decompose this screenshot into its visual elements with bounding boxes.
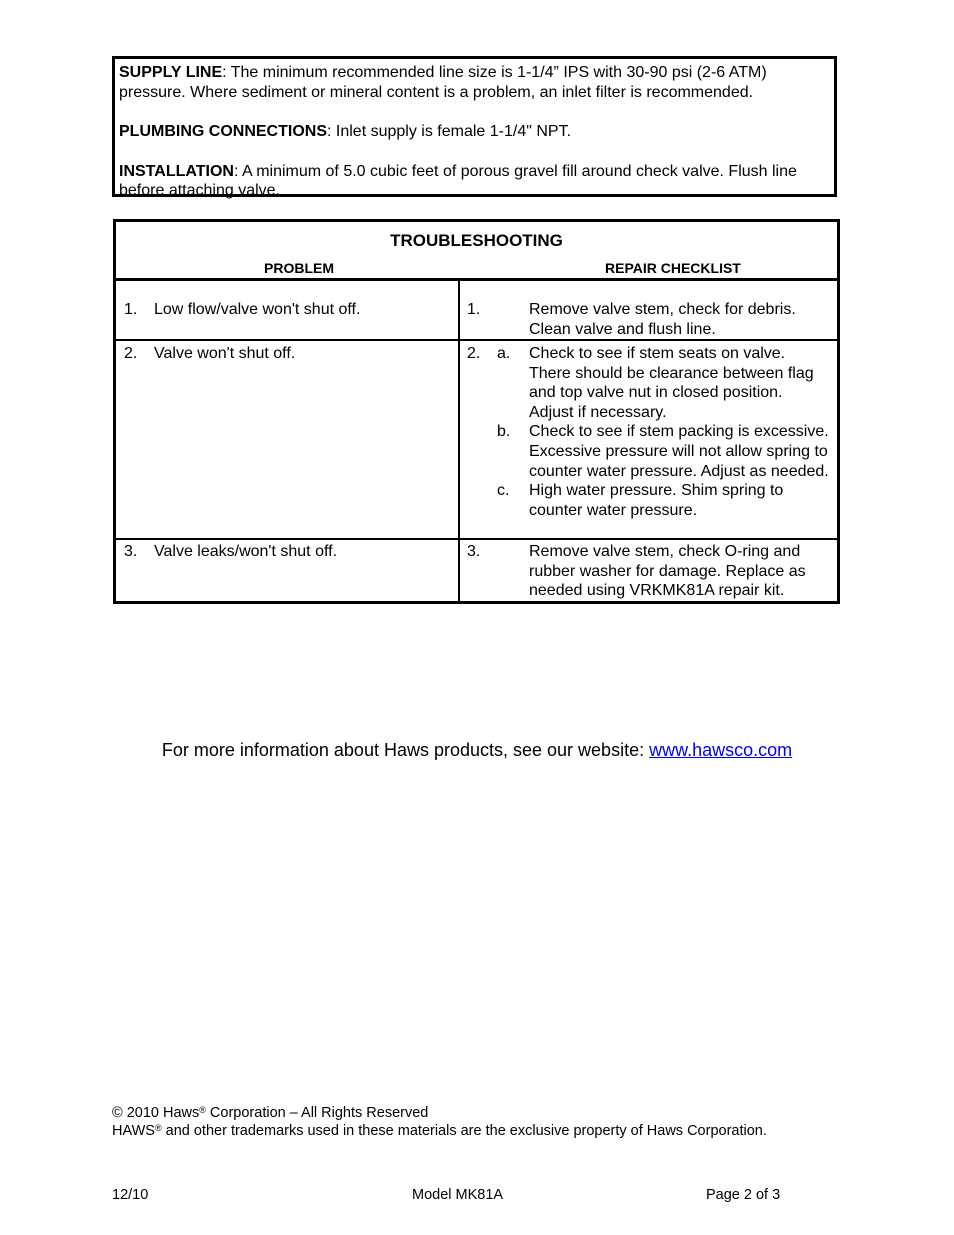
problem-text: Valve won't shut off. [154,345,296,362]
repair-letter: b. [497,423,511,441]
copyright-text-b: Corporation – All Rights Reserved [205,1105,429,1121]
repair-number: 2. [467,345,481,362]
registered-mark: ® [154,1123,162,1133]
problem-cell [116,341,460,538]
repair-text: Remove valve stem, check O-ring and rubber washer for damage. Replace as needed using VRKMK81A repair kit. [529,543,806,600]
troubleshooting-table [113,219,840,604]
table-row [116,281,837,339]
table-row [116,339,837,538]
copyright-block [112,1104,767,1140]
repair-item [460,481,829,520]
repair-cell [460,540,837,601]
repair-column-header: REPAIR CHECKLIST [605,260,741,276]
problem-number: 2. [124,345,138,362]
repair-text: Check to see if stem seats on valve. There should be clearance between flag and top valve nut in closed position. Adjust if necessary. [529,345,814,421]
repair-letter: c. [497,482,510,500]
problem-column-header: PROBLEM [264,260,334,276]
repair-number: 3. [467,543,481,560]
problem-text: Low flow/valve won't shut off. [154,301,361,318]
problem-text: Valve leaks/won't shut off. [154,543,338,560]
supply-line-paragraph [119,63,834,102]
footer-model: Model MK81A [412,1187,504,1203]
repair-number: 1. [467,301,481,318]
plumbing-paragraph [119,122,834,142]
trademark-text-b: and other trademarks used in these materials are the exclusive property of Haws Corporation. [161,1123,767,1139]
plumbing-label: PLUMBING CONNECTIONS [119,123,327,140]
repair-cell [460,341,837,538]
problem-cell [116,281,460,339]
footer-page: Page 2 of 3 [706,1187,781,1203]
installation-text: : A minimum of 5.0 cubic feet of porous gravel fill around check valve. Flush line before attaching valve. [119,162,797,199]
problem-number: 3. [124,543,138,560]
footer-date: 12/10 [112,1187,149,1203]
trademark-text-a: HAWS [112,1123,155,1139]
plumbing-text: : Inlet supply is female 1-1/4" NPT. [327,123,572,140]
problem-cell [116,540,460,601]
repair-letter: a. [497,345,511,362]
repair-item [460,422,829,481]
registered-mark: ® [199,1105,206,1115]
trademark-line [112,1122,767,1140]
problem-number: 1. [124,301,138,318]
troubleshooting-header [116,222,837,281]
repair-item [460,344,829,422]
repair-cell [460,281,837,339]
repair-text: Remove valve stem, check for debris. Clean valve and flush line. [529,301,796,338]
info-line [0,740,954,761]
supply-line-label: SUPPLY LINE [119,64,223,81]
troubleshooting-title: TROUBLESHOOTING [390,231,563,250]
installation-paragraph [119,162,834,201]
website-link[interactable]: www.hawsco.com [649,740,793,760]
table-row [116,538,837,601]
supply-line-text: : The minimum recommended line size is 1-1/4” IPS with 30-90 psi (2-6 ATM) pressure. Where sediment or mineral content is a problem, an inlet filter is recommended. [119,64,767,101]
copyright-line [112,1104,767,1122]
info-text: For more information about Haws products, see our website: [161,740,650,760]
copyright-text-a: © 2010 Haws [112,1105,200,1121]
installation-label: INSTALLATION [119,162,234,180]
specifications-box [112,56,837,197]
repair-text: Check to see if stem packing is excessive. Excessive pressure will not allow spring to counter water pressure. Adjust as needed. [529,423,829,480]
repair-text: High water pressure. Shim spring to counter water pressure. [529,482,784,519]
